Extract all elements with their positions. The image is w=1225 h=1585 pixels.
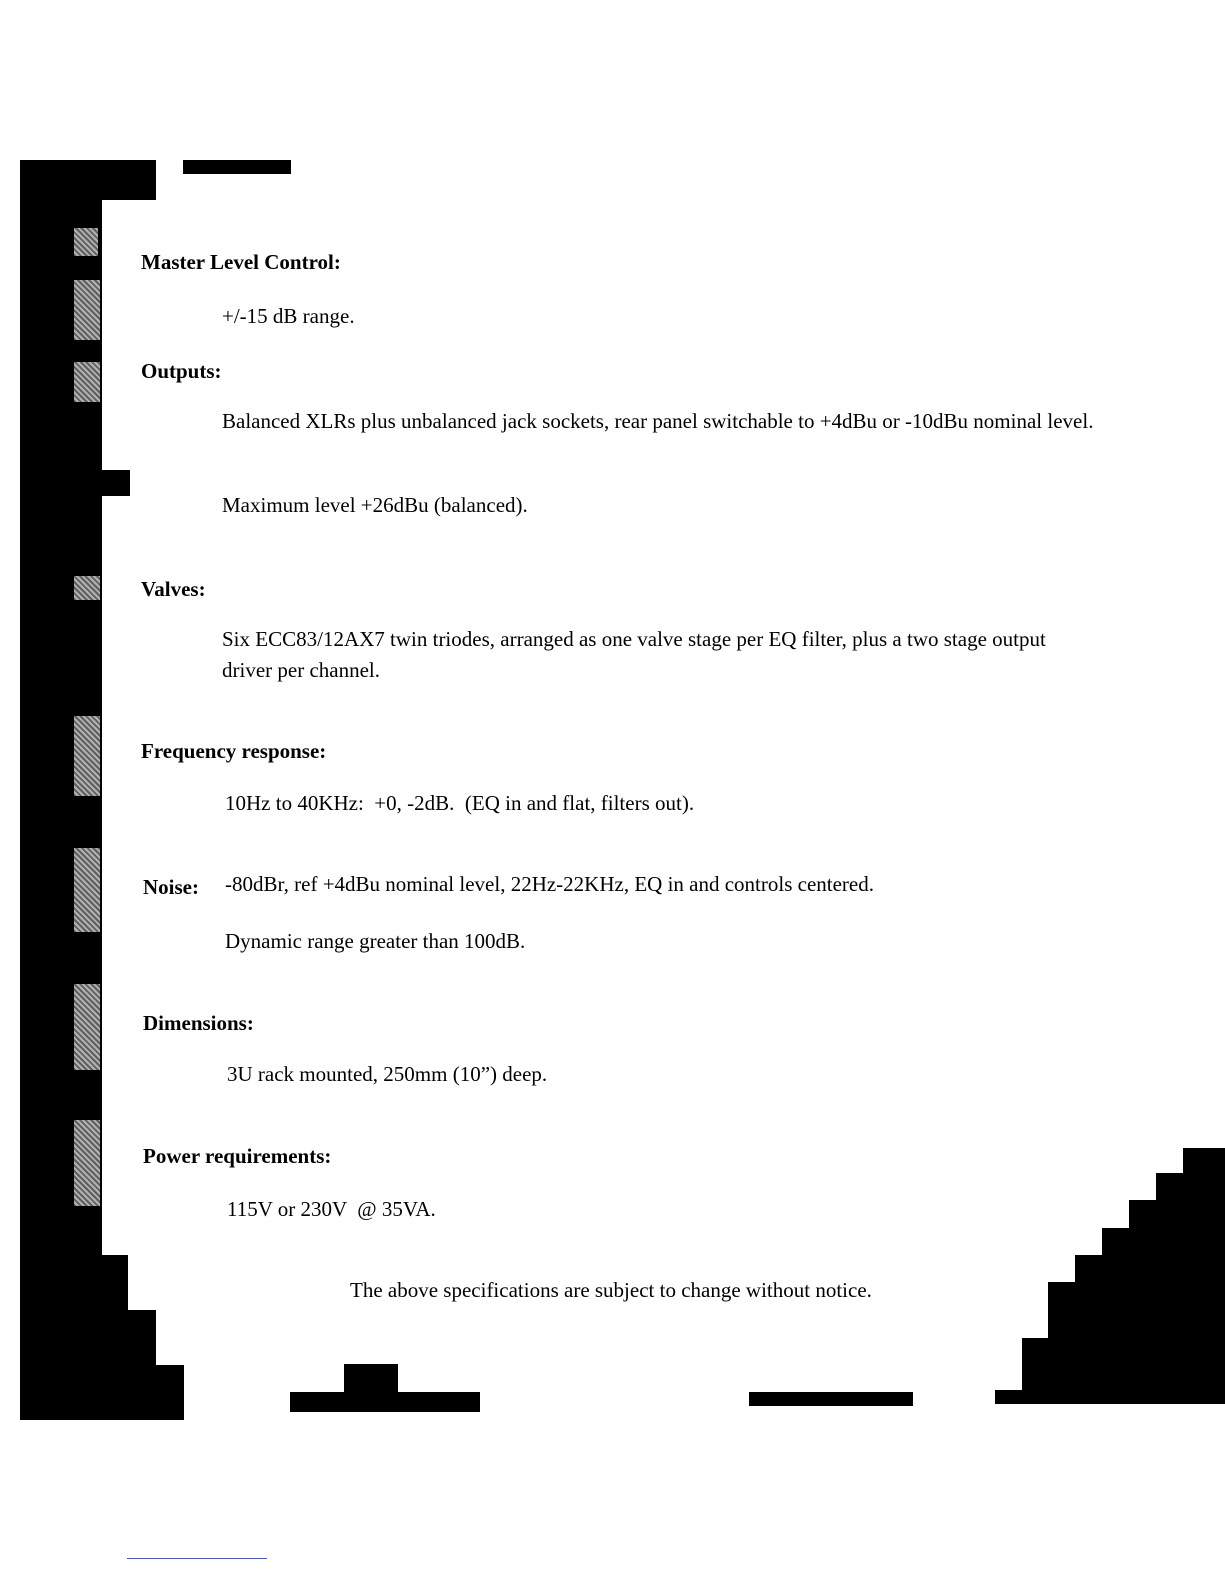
scan-step xyxy=(1129,1200,1225,1230)
frequency-text: 10Hz to 40KHz: +0, -2dB. (EQ in and flat, filters out). xyxy=(225,791,695,815)
noise-text-1: -80dBr, ref +4dBu nominal level, 22Hz-22KHz, EQ in and controls centered. xyxy=(225,872,874,896)
scan-step xyxy=(1075,1255,1225,1285)
scan-noise xyxy=(74,362,100,402)
valves-text: Six ECC83/12AX7 twin triodes, arranged as one valve stage per EQ filter, plus a two stage output driver per channel. xyxy=(222,627,1046,682)
scan-noise xyxy=(74,984,100,1070)
scan-step xyxy=(1102,1228,1225,1258)
scan-step xyxy=(1022,1338,1225,1398)
dimensions-heading: Dimensions: xyxy=(143,1011,254,1035)
scan-noise xyxy=(74,1120,100,1206)
scan-noise xyxy=(74,280,100,340)
master-level-heading: Master Level Control: xyxy=(141,250,341,274)
outputs-text-2: Maximum level +26dBu (balanced). xyxy=(222,493,528,517)
footer-rule xyxy=(127,1558,267,1559)
power-heading: Power requirements: xyxy=(143,1144,332,1168)
scan-noise xyxy=(74,716,100,796)
scan-bottom-bar-right xyxy=(749,1392,913,1406)
scan-border-notch xyxy=(102,470,130,496)
dimensions-text: 3U rack mounted, 250mm (10”) deep. xyxy=(227,1062,548,1086)
outputs-text-1: Balanced XLRs plus unbalanced jack sockets, rear panel switchable to +4dBu or -10dBu nominal level. xyxy=(222,409,1094,433)
scan-border-step-1 xyxy=(102,1255,128,1420)
scan-bottom-block xyxy=(344,1364,398,1394)
disclaimer-text: The above specifications are subject to change without notice. xyxy=(350,1278,872,1302)
scan-border-step-3 xyxy=(156,1365,184,1420)
noise-heading: Noise: xyxy=(143,875,199,899)
scan-border-step-2 xyxy=(128,1310,156,1420)
power-text: 115V or 230V @ 35VA. xyxy=(227,1197,436,1221)
scan-top-bar xyxy=(183,160,291,174)
outputs-heading: Outputs: xyxy=(141,359,222,383)
scan-step xyxy=(1183,1148,1225,1178)
scan-noise xyxy=(74,848,100,932)
scan-noise xyxy=(74,228,98,256)
scan-noise xyxy=(74,576,100,600)
valves-heading: Valves: xyxy=(141,577,206,601)
master-level-text: +/-15 dB range. xyxy=(222,304,355,328)
scan-bottom-bar xyxy=(290,1392,480,1412)
scan-step xyxy=(1048,1282,1225,1342)
frequency-heading: Frequency response: xyxy=(141,739,327,763)
noise-text-2: Dynamic range greater than 100dB. xyxy=(225,929,526,953)
